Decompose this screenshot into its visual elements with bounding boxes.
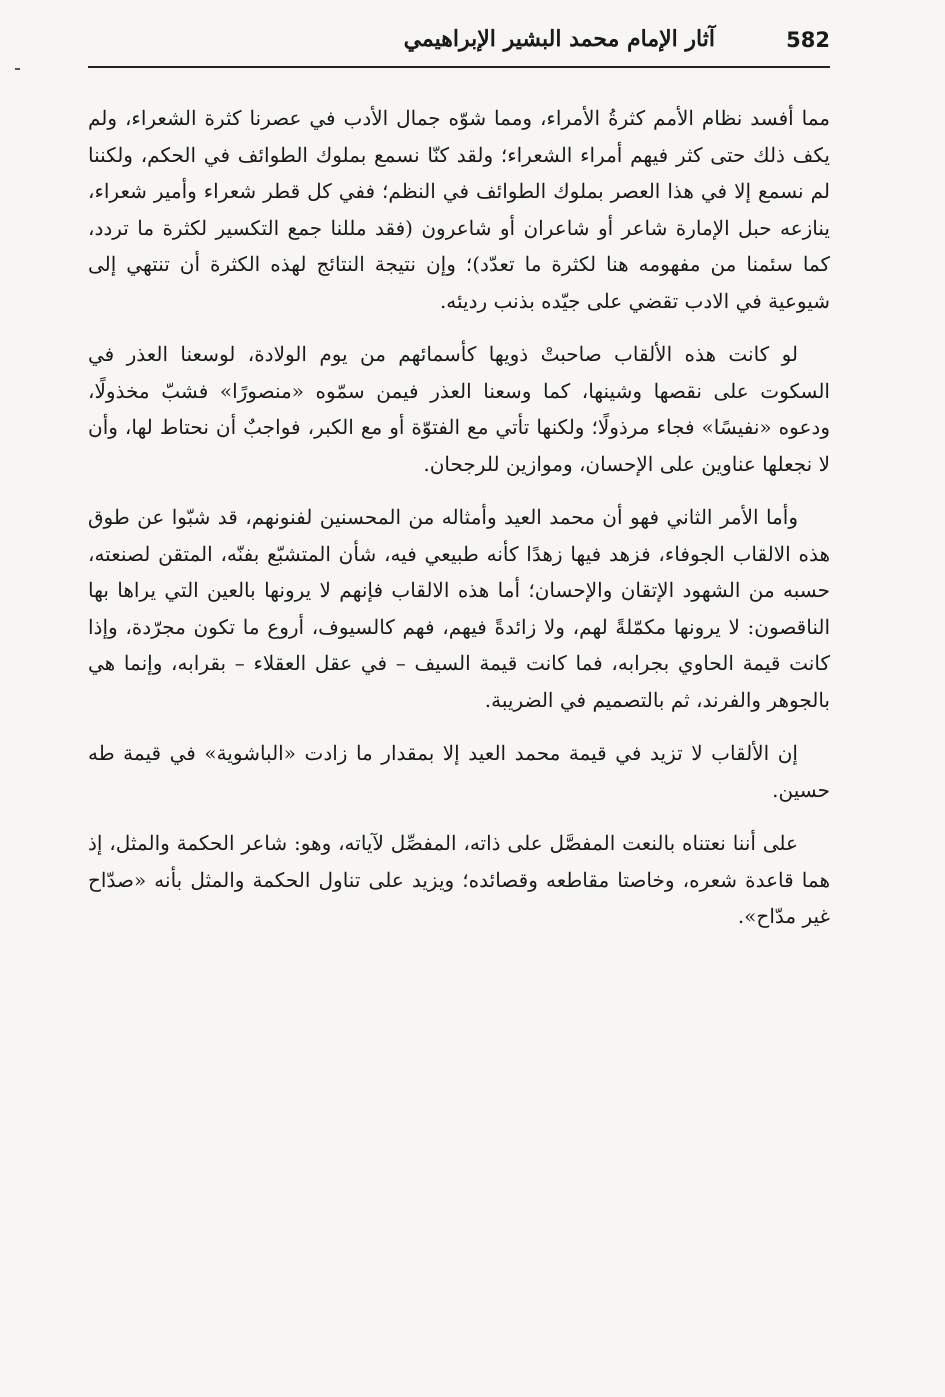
paragraph-2: لو كانت هذه الألقاب صاحبتْ ذويها كأسمائهم من يوم الولادة، لوسعنا العذر في السكوت على نقصها وشينها، كما وسعنا العذر فيمن سمّوه «منصورًا» فشبّ مخذولًا، ودعوه «نفيسًا» فجاء مرذولًا؛ ولكنها تأتي مع الفتوّة أو مع الكبر، فواجبٌ أن نحتاط لها، وأن لا نجعلها عناوين على الإحسان، وموازين للرجحان. (88, 342, 830, 476)
paragraph-3: وأما الأمر الثاني فهو أن محمد العيد وأمثاله من المحسنين لفنونهم، قد شبّوا عن طوق هذه الالقاب الجوفاء، فزهد فيها زهدًا كأنه طبيعي فيه، شأن المتشبّع بفنّه، المتقن لصنعته، حسبه من الشهود الإتقان والإحسان؛ أما هذه الالقاب فإنهم لا يرونها بالعين التي يراها بها الناقصون: لا يرونها مكمّلةً لهم، ولا زائدةً فيهم، فهم كالسيوف، أروع ما تكون مجرّدة، وإذا كانت قيمة الحاوي بجرابه، فما كانت قيمة السيف – في عقل العقلاء – بقرابه، وإنما هي بالجوهر والفرند، ثم بالتصميم في الضريبة. (88, 505, 831, 712)
body-text (88, 100, 830, 952)
paragraph-1: مما أفسد نظام الأمم كثرةُ الأمراء، ومما شوّه جمال الأدب في عصرنا كثرة الشعراء، ولم يكف ذلك حتى كثر فيهم أمراء الشعراء؛ ولقد كنّا نسمع بملوك الطوائف في الحكم، ولكننا لم نسمع إلا في هذا العصر بملوك الطوائف في النظم؛ ففي كل قطر شعراء وأمير شعراء، ينازعه حبل الإمارة شاعر أو شاعران أو شاعرون (فقد مللنا جمع التكسير لكثرة ما تردد، كما سئمنا من مفهومه هنا لكثرة ما تعدّد)؛ وإن نتيجة النتائج لهذه الكثرة أن تنتهي إلى شيوعية في الادب تقضي على جيّده بذنب رديئه. (88, 106, 830, 313)
paragraph-5: على أننا نعتناه بالنعت المفصَّل على ذاته، المفصِّل لآياته، وهو: شاعر الحكمة والمثل، إذ هما قاعدة شعره، وخاصتا مقاطعه وقصائده؛ ويزيد على تناول الحكمة والمثل بأنه «صدّاح غير مدّاح». (88, 831, 830, 928)
running-title: آثار الإمام محمد البشير الإبراهيمي (403, 26, 715, 52)
page-number: 582 (786, 28, 830, 52)
margin-mark (15, 68, 20, 70)
page-header (88, 22, 830, 68)
paragraph-4: إن الألقاب لا تزيد في قيمة محمد العيد إلا بمقدار ما زادت «الباشوية» في قيمة طه حسين. (88, 741, 830, 802)
